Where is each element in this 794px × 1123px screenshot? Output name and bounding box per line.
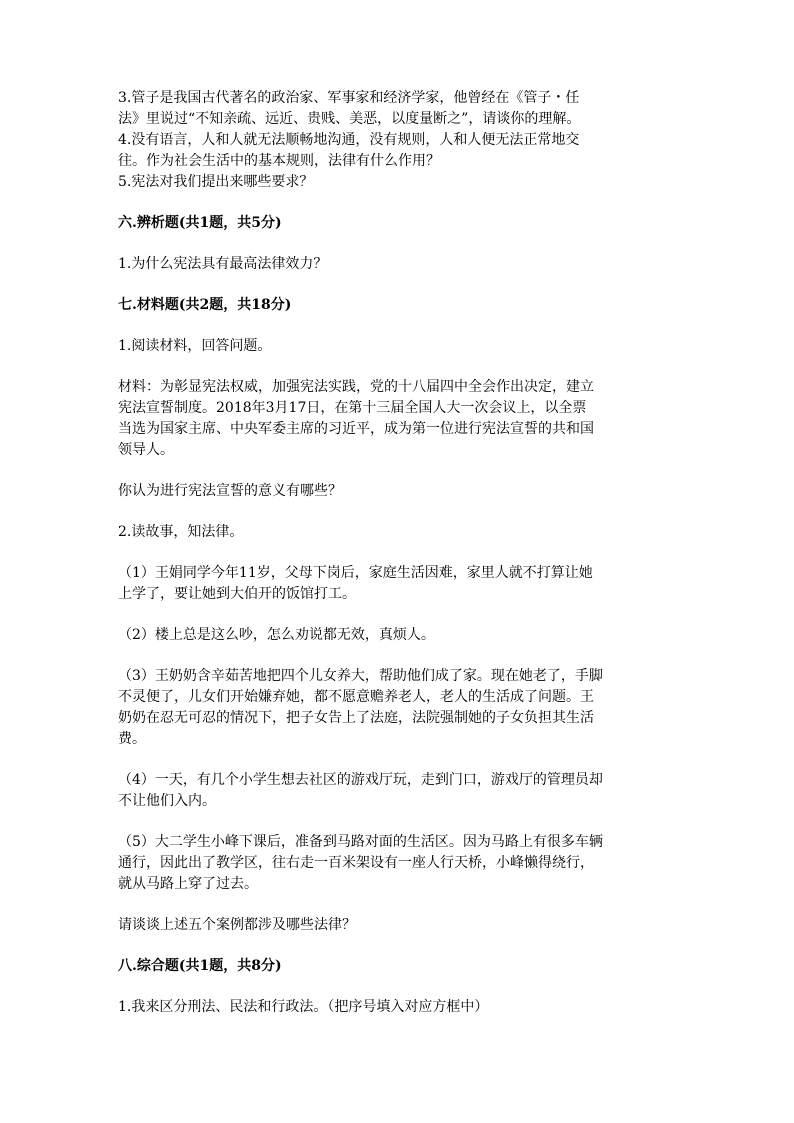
material-line: 当选为国家主席、中央军委主席的习近平，成为第一位进行宪法宣誓的共和国 bbox=[118, 421, 594, 437]
case-3 bbox=[118, 666, 678, 750]
section-7-question-2-intro: 2.读故事，知法律。 bbox=[118, 524, 244, 540]
case-4-line: 不让他们入内。 bbox=[118, 793, 216, 809]
section-7-question-2-prompt: 请谈谈上述五个案例都涉及哪些法律？ bbox=[118, 917, 356, 933]
case-2-line: （2）楼上总是这么吵，怎么劝说都无效，真烦人。 bbox=[118, 627, 435, 643]
material-line: 宪法宣誓制度。2018年3月17日，在第十三届全国人大一次会议上，以全票 bbox=[118, 400, 587, 416]
material-line: 领导人。 bbox=[118, 442, 174, 458]
question-3-line-2: 法》里说过“不知亲疏、远近、贵贱、美恶，以度量断之”，请谈你的理解。 bbox=[118, 111, 581, 127]
question-3 bbox=[118, 88, 678, 130]
case-1-line: 上学了，要让她到大伯开的饭馆打工。 bbox=[118, 586, 356, 602]
material-line: 材料：为彰显宪法权威，加强宪法实践，党的十八届四中全会作出决定，建立 bbox=[118, 379, 594, 395]
material-paragraph bbox=[118, 377, 678, 461]
case-1 bbox=[118, 563, 678, 605]
case-4-line: （4）一天，有几个小学生想去社区的游戏厅玩，走到门口，游戏厅的管理员却 bbox=[118, 772, 603, 788]
case-3-line: 奶奶在忍无可忍的情况下，把子女告上了法庭，法院强制她的子女负担其生活 bbox=[118, 710, 594, 726]
question-4-line-1: 4.没有语言，人和人就无法顺畅地沟通，没有规则，人和人便无法正常地交 bbox=[118, 132, 580, 148]
case-5-line: （5）大二学生小峰下课后，准备到马路对面的生活区。因为马路上有很多车辆 bbox=[118, 834, 603, 850]
case-5-line: 通行，因此出了教学区，往右走一百米架设有一座人行天桥，小峰懒得绕行， bbox=[118, 855, 594, 871]
case-5 bbox=[118, 832, 678, 895]
case-3-line: 不灵便了，儿女们开始嫌弃她，都不愿意赡养老人，老人的生活成了问题。王 bbox=[118, 689, 594, 705]
section-7-heading: 七.材料题(共2题，共18分) bbox=[118, 297, 292, 313]
document-page bbox=[118, 88, 678, 1018]
section-7-question-1-prompt: 你认为进行宪法宣誓的意义有哪些？ bbox=[118, 483, 342, 499]
case-1-line: （1）王娟同学今年11岁，父母下岗后，家庭生活因难，家里人就不打算让她 bbox=[118, 565, 593, 581]
section-8-heading: 八.综合题(共1题，共8分) bbox=[118, 958, 282, 974]
section-7-question-1-intro: 1.阅读材料，回答问题。 bbox=[118, 338, 272, 354]
question-4 bbox=[118, 130, 678, 172]
case-5-line: 就从马路上穿了过去。 bbox=[118, 876, 258, 892]
question-5: 5.宪法对我们提出来哪些要求？ bbox=[118, 174, 314, 190]
case-3-line: （3）王奶奶含辛茹苦地把四个儿女养大，帮助他们成了家。现在她老了，手脚 bbox=[118, 668, 603, 684]
case-2 bbox=[118, 625, 678, 646]
question-3-line-1: 3.管子是我国古代著名的政治家、军事家和经济学家，他曾经在《管子・任 bbox=[118, 90, 580, 106]
case-4 bbox=[118, 770, 678, 812]
question-4-line-2: 往。作为社会生活中的基本规则，法律有什么作用？ bbox=[118, 153, 440, 169]
section-6-question-1: 1.为什么宪法具有最高法律效力？ bbox=[118, 256, 328, 272]
section-8-question-1: 1.我来区分刑法、民法和行政法。（把序号填入对应方框中） bbox=[118, 999, 489, 1015]
section-6-heading: 六.辨析题(共1题，共5分) bbox=[118, 215, 282, 231]
case-3-line: 费。 bbox=[118, 731, 146, 747]
